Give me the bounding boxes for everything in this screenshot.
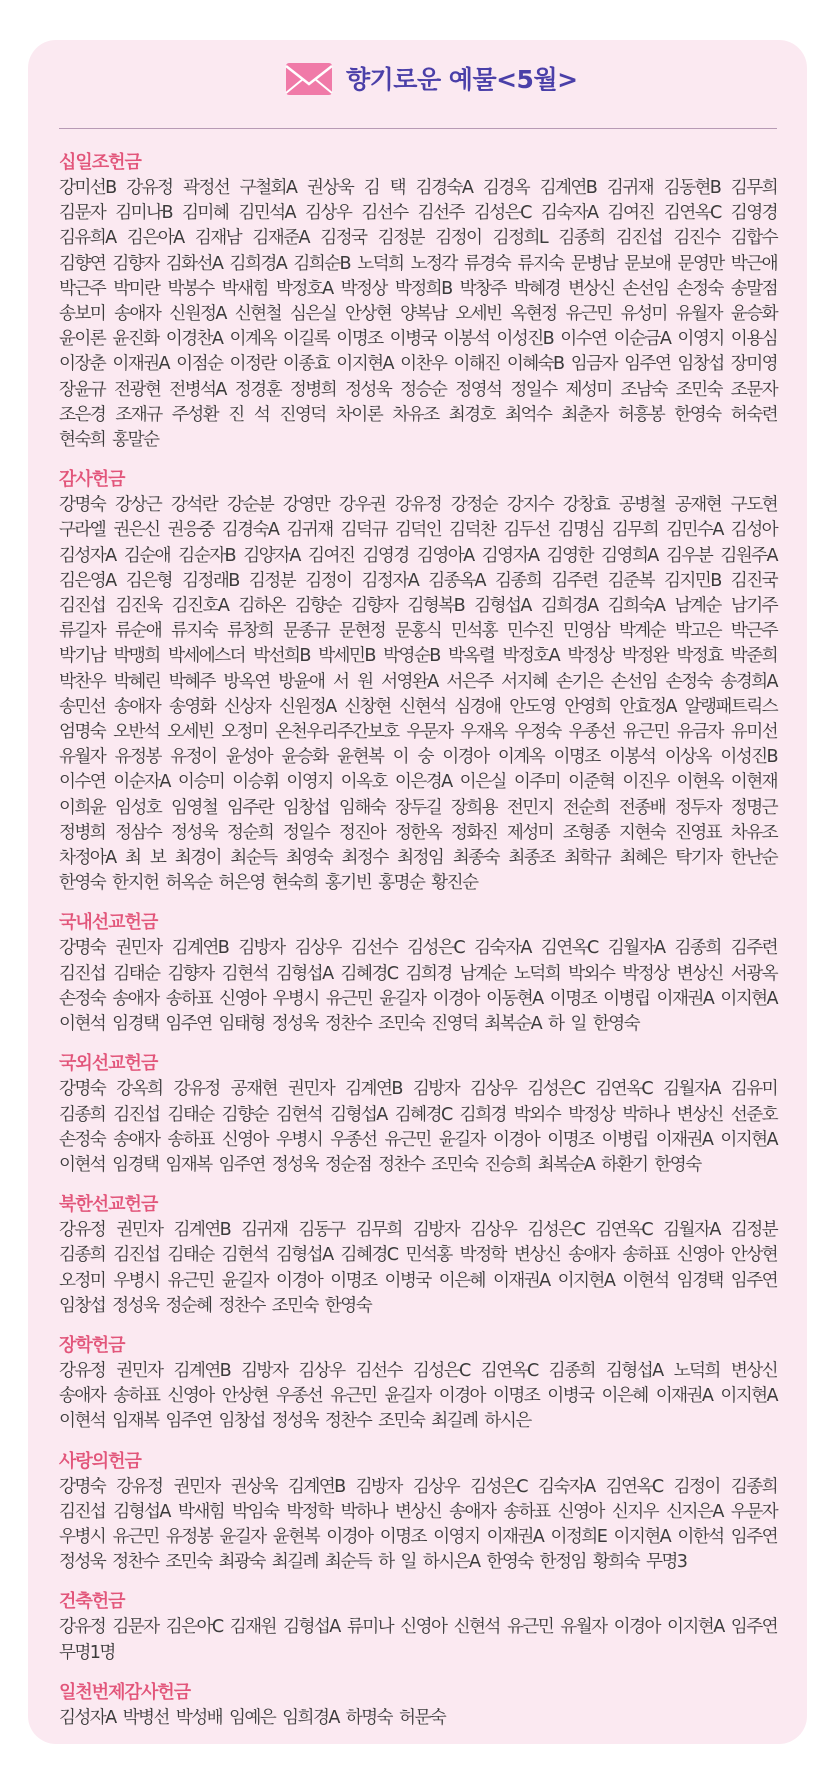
- section-north-korea-mission: [59, 1192, 777, 1319]
- envelope-icon: [285, 62, 333, 96]
- section-foreign-mission: [59, 1051, 777, 1178]
- name-list: 강유정 권민자 김계연B 김방자 김상우 김선수 김성은C 김연옥C 김종희 김형섭A 노덕희 변상신 송애자 송하표 신영아 안상현 우종선 유근민 윤길자 이경아 이명조 이병국 이은혜 이재권A 이지현A 이현석 임재복 임주연 임창섭 정성욱 정찬수 조민숙 최길례 하시은: [59, 1360, 777, 1432]
- title-divider: [59, 128, 777, 129]
- section-title: 사랑의헌금: [59, 1450, 141, 1472]
- section-building: [59, 1589, 777, 1665]
- section-domestic-mission: [59, 910, 777, 1037]
- section-title: 북한선교헌금: [59, 1194, 158, 1216]
- section-love: [59, 1449, 777, 1576]
- section-title: 국내선교헌금: [59, 912, 158, 934]
- section-title: 감사헌금: [59, 469, 125, 491]
- name-list: 강미선B 강유정 곽정선 구철회A 권상욱 김 택 김경숙A 김경옥 김계연B 김귀재 김동현B 김무희 김문자 김미나B 김미혜 김민석A 김상우 김선수 김선주 김성은C 김숙자A 김여진 김연옥C 김영경 김유희A 김은아A 김재남 김재준A 김정국 김정분 김정이 김정희L 김종희 김진섭 김진수 김합수 김향연 김향자 김화선A 김희경A 김희순B 노덕희 노정각 류경숙 류지숙 문병남 문보애 문영만 박근애 박근주 박미란 박봉수 박새힘 박정호A 박정상 박정희B 박창주 박혜경 변상신 손선임 손정숙 송말점 송보미 송애자 신원정A 신현철 심은실 안상현 양복남 오세빈 옥현정 유근민 유성미 유월자 윤승화 윤이론 윤진화 이경찬A 이계옥 이길록 이명조 이병국 이봉석 이성진B 이수연 이순금A 이영지 이용심 이장춘 이재권A 이점순 이정란 이종효 이지현A 이찬우 이해진 이혜숙B 임금자 임주연 임창섭 장미영 장윤규 전광현 전병석A 정경훈 정병희 정성욱 정승순 정영석 정일수 제성미 조남숙 조민숙 조문자 조은경 조재규 주성환 진 석 진영덕 차이론 차유조 최경호 최억수 최춘자 허흥봉 한영숙 허숙련 현숙희 홍말순: [59, 178, 777, 451]
- section-thanksgiving: [59, 467, 777, 896]
- name-list: 강명숙 강상근 강석란 강순분 강영만 강우권 강유정 강정순 강지수 강창효 공병철 공재현 구도현 구라엘 권은신 권응중 김경숙A 김귀재 김덕규 김덕인 김덕찬 김두선 김명심 김무희 김민수A 김성아 김성자A 김순애 김순자B 김양자A 김여진 김영경 김영아A 김영자A 김영한 김영희A 김우분 김원주A 김은영A 김은형 김정래B 김정분 김정이 김정자A 김종옥A 김종희 김주련 김준복 김지민B 김진국 김진섭 김진욱 김진호A 김하온 김향순 김향자 김형복B 김형섭A 김희경A 김희숙A 남계순 남기주 류길자 류순애 류지숙 류창희 문종규 문현정 문홍식 민석홍 민수진 민영삼 박계순 박고은 박근주 박기남 박맹희 박세에스더 박선희B 박세민B 박영순B 박옥렬 박정호A 박정상 박정완 박정효 박준희 박찬우 박혜린 박혜주 방옥연 방윤애 서 원 서영완A 서은주 서지혜 손기은 손선임 손정숙 송경희A 송민선 송애자 송영화 신상자 신원정A 신창현 신현석 심경애 안도영 안영희 안효정A 알랭패트릭스 엄명숙 오반석 오세빈 오정미 온천우리주간보호 우문자 우재옥 우정숙 우종선 유근민 유금자 유미선 유월자 유정봉 유정이 윤성아 윤승화 윤현복 이 숭 이경아 이계옥 이명조 이봉석 이상옥 이성진B 이수연 이순자A 이승미 이승휘 이영지 이옥호 이은경A 이은실 이주미 이준혁 이진우 이현옥 이현재 이희윤 임성호 임영철 임주란 임창섭 임해숙 장두길 장희용 전민지 전순희 전종배 정두자 정명근 정병희 정삼수 정성욱 정순희 정일수 정진아 정한옥 정화진 제성미 조형종 지현숙 진영표 차유조 차정아A 최 보 최경이 최순득 최영숙 최정수 최정임 최종숙 최종조 최학규 최혜은 탁기자 한난순 한영숙 한지헌 허옥순 허은영 현숙희 홍기빈 홍명순 황진순: [59, 495, 777, 894]
- section-title: 일천번제감사헌금: [59, 1681, 191, 1703]
- name-list: 강명숙 강유정 권민자 권상욱 김계연B 김방자 김상우 김성은C 김숙자A 김연옥C 김정이 김종희 김진섭 김형섭A 박새힘 박임숙 박정학 박하나 변상신 송애자 송하표 신영아 신지우 신지은A 우문자 우병시 유근민 유정봉 윤길자 윤현복 이경아 이명조 이영지 이재권A 이정희E 이지현A 이한석 임주연 정성욱 정찬수 조민숙 최광숙 최길례 최순득 하 일 하시은A 한영숙 한정임 황희숙 무명3: [59, 1476, 777, 1573]
- section-tithe: [59, 150, 777, 453]
- name-list: 강명숙 권민자 김계연B 김방자 김상우 김선수 김성은C 김숙자A 김연옥C 김월자A 김종희 김주련 김진섭 김태순 김향자 김현석 김형섭A 김혜경C 김희경 남계순 노덕희 박외수 박정상 변상신 서광옥 손정숙 송애자 송하표 신영아 우병시 유근민 윤길자 이경아 이동현A 이명조 이병립 이재권A 이지현A 이현석 임경택 임주연 임태형 정성욱 정찬수 조민숙 진영덕 최복순A 하 일 한영숙: [59, 938, 777, 1035]
- name-list: 강유정 김문자 김은아C 김재원 김형섭A 류미나 신영아 신현석 유근민 유월자 이경아 이지현A 임주연 무명1명: [59, 1617, 777, 1663]
- section-title: 십일조헌금: [59, 152, 141, 173]
- section-thousand-offering: [59, 1680, 777, 1731]
- name-list: 김성자A 박병선 박성배 임예은 임희경A 하명숙 허문숙: [59, 1707, 446, 1728]
- name-list: 강유정 권민자 김계연B 김귀재 김동구 김무희 김방자 김상우 김성은C 김연옥C 김월자A 김정분 김종희 김진섭 김태순 김현석 김형섭A 김혜경C 민석홍 박정학 변상신 송애자 송하표 신영아 안상현 오정미 우병시 유근민 윤길자 이경아 이명조 이병국 이은혜 이재권A 이지현A 이현석 임경택 임주연 임창섭 정성욱 정순혜 정찬수 조민숙 한영숙: [59, 1220, 777, 1316]
- section-title: 건축헌금: [59, 1591, 125, 1613]
- section-scholarship: [59, 1333, 777, 1435]
- section-title: 국외선교헌금: [59, 1053, 158, 1075]
- section-title: 장학헌금: [59, 1334, 125, 1356]
- offering-card: [28, 40, 807, 1744]
- page-header: [59, 50, 777, 128]
- name-list: 강명숙 강옥희 강유정 공재현 권민자 김계연B 김방자 김상우 김성은C 김연옥C 김월자A 김유미 김종희 김진섭 김태순 김향순 김현석 김형섭A 김혜경C 김희경 박외수 박정상 박하나 변상신 선준호 손정숙 송애자 송하표 신영아 우병시 우종선 유근민 윤길자 이경아 이명조 이병립 이재권A 이지현A 이현석 임경택 임재복 임주연 정성욱 정순점 정찬수 조민숙 진승희 최복순A 하환기 한영숙: [59, 1079, 777, 1175]
- page-title: 향기로운 예물<5월>: [346, 65, 578, 94]
